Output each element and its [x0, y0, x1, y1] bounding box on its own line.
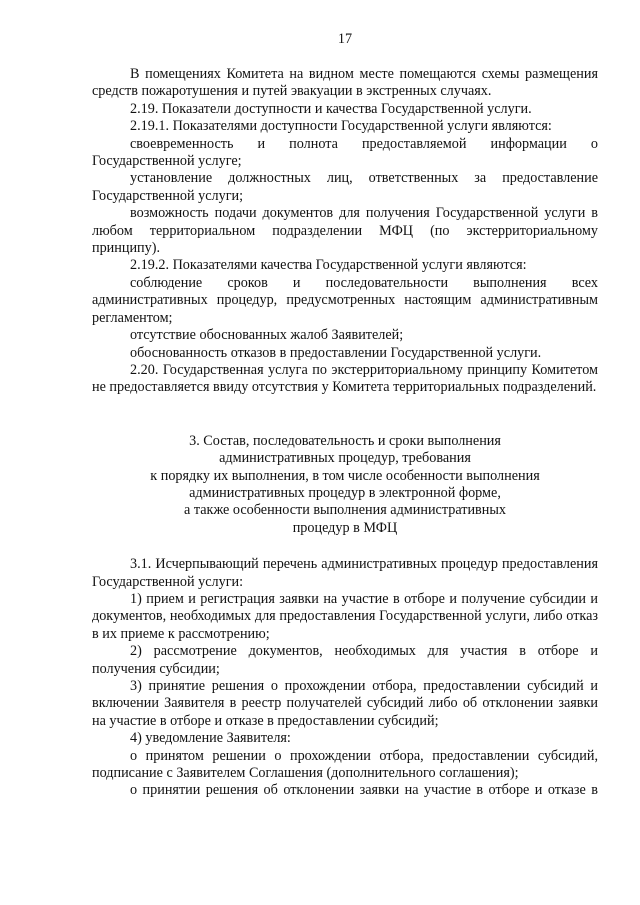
paragraph: возможность подачи документов для получения Государственной услуги в любом территориальном подразделении МФЦ (по экстерриториальному принципу). [92, 205, 598, 257]
paragraph: 2.19.1. Показателями доступности Государственной услуги являются: [130, 118, 552, 135]
paragraph: 2.19. Показатели доступности и качества Государственной услуги. [130, 100, 532, 117]
paragraph: 2.20. Государственная услуга по экстерриториальному принципу Комитетом не предоставляется ввиду отсутствия у Комитета территориальных подразделений. [92, 361, 598, 396]
paragraph: 3.1. Исчерпывающий перечень административных процедур предоставления Государственной услуги: [92, 556, 598, 590]
paragraph: 4) уведомление Заявителя: [130, 730, 291, 747]
paragraph: о принятом решении о прохождении отбора, предоставлении субсидий, подписание с Заявителем Соглашения (дополнительного соглашения); [92, 747, 598, 782]
section-title-line: 3. Состав, последовательность и сроки выполнения [189, 432, 501, 449]
paragraph: обоснованность отказов в предоставлении Государственной услуги. [130, 344, 542, 361]
section-title-line: к порядку их выполнения, в том числе особенности выполнения [150, 467, 540, 484]
section-title-line: а также особенности выполнения административных [184, 502, 506, 519]
bottom-paragraphs [92, 556, 598, 800]
paragraph: своевременность и полнота предоставляемой информации о Государственной услуге; [92, 135, 598, 170]
top-paragraphs [92, 66, 598, 397]
document-page [92, 30, 598, 800]
page-number: 17 [337, 31, 353, 47]
paragraph: отсутствие обоснованных жалоб Заявителей; [130, 327, 404, 344]
section-title-line: процедур в МФЦ [292, 519, 398, 536]
paragraph: 1) прием и регистрация заявки на участие в отборе и получение субсидии и документов, необходимых для предоставления Государственной услуги, либо отказ в их приеме к рассмотрению; [92, 590, 598, 642]
paragraph: 2) рассмотрение документов, необходимых для участия в отборе и получения субсидии; [92, 643, 598, 677]
paragraph: установление должностных лиц, ответственных за предоставление Государственной услуги; [92, 170, 598, 204]
paragraph: о принятии решения об отклонении заявки на участие в отборе и отказе в [130, 782, 598, 799]
paragraph: 3) принятие решения о прохождении отбора, предоставлении субсидий и включении Заявителя в реестр получателей субсидий либо об отклонении заявки на участие в отборе и отказе в предоставлении субсидий; [92, 678, 598, 729]
section-title-line: административных процедур, требования [219, 450, 471, 467]
paragraph: соблюдение сроков и последовательности выполнения всех административных процедур, предусмотренных настоящим административным регламентом; [92, 274, 598, 326]
paragraph: 2.19.2. Показателями качества Государственной услуги являются: [130, 257, 527, 274]
paragraph: В помещениях Комитета на видном месте помещаются схемы размещения средств пожаротушения и путей эвакуации в экстренных случаях. [92, 66, 598, 100]
section-title [92, 433, 598, 537]
section-title-line: административных процедур в электронной форме, [189, 484, 501, 501]
